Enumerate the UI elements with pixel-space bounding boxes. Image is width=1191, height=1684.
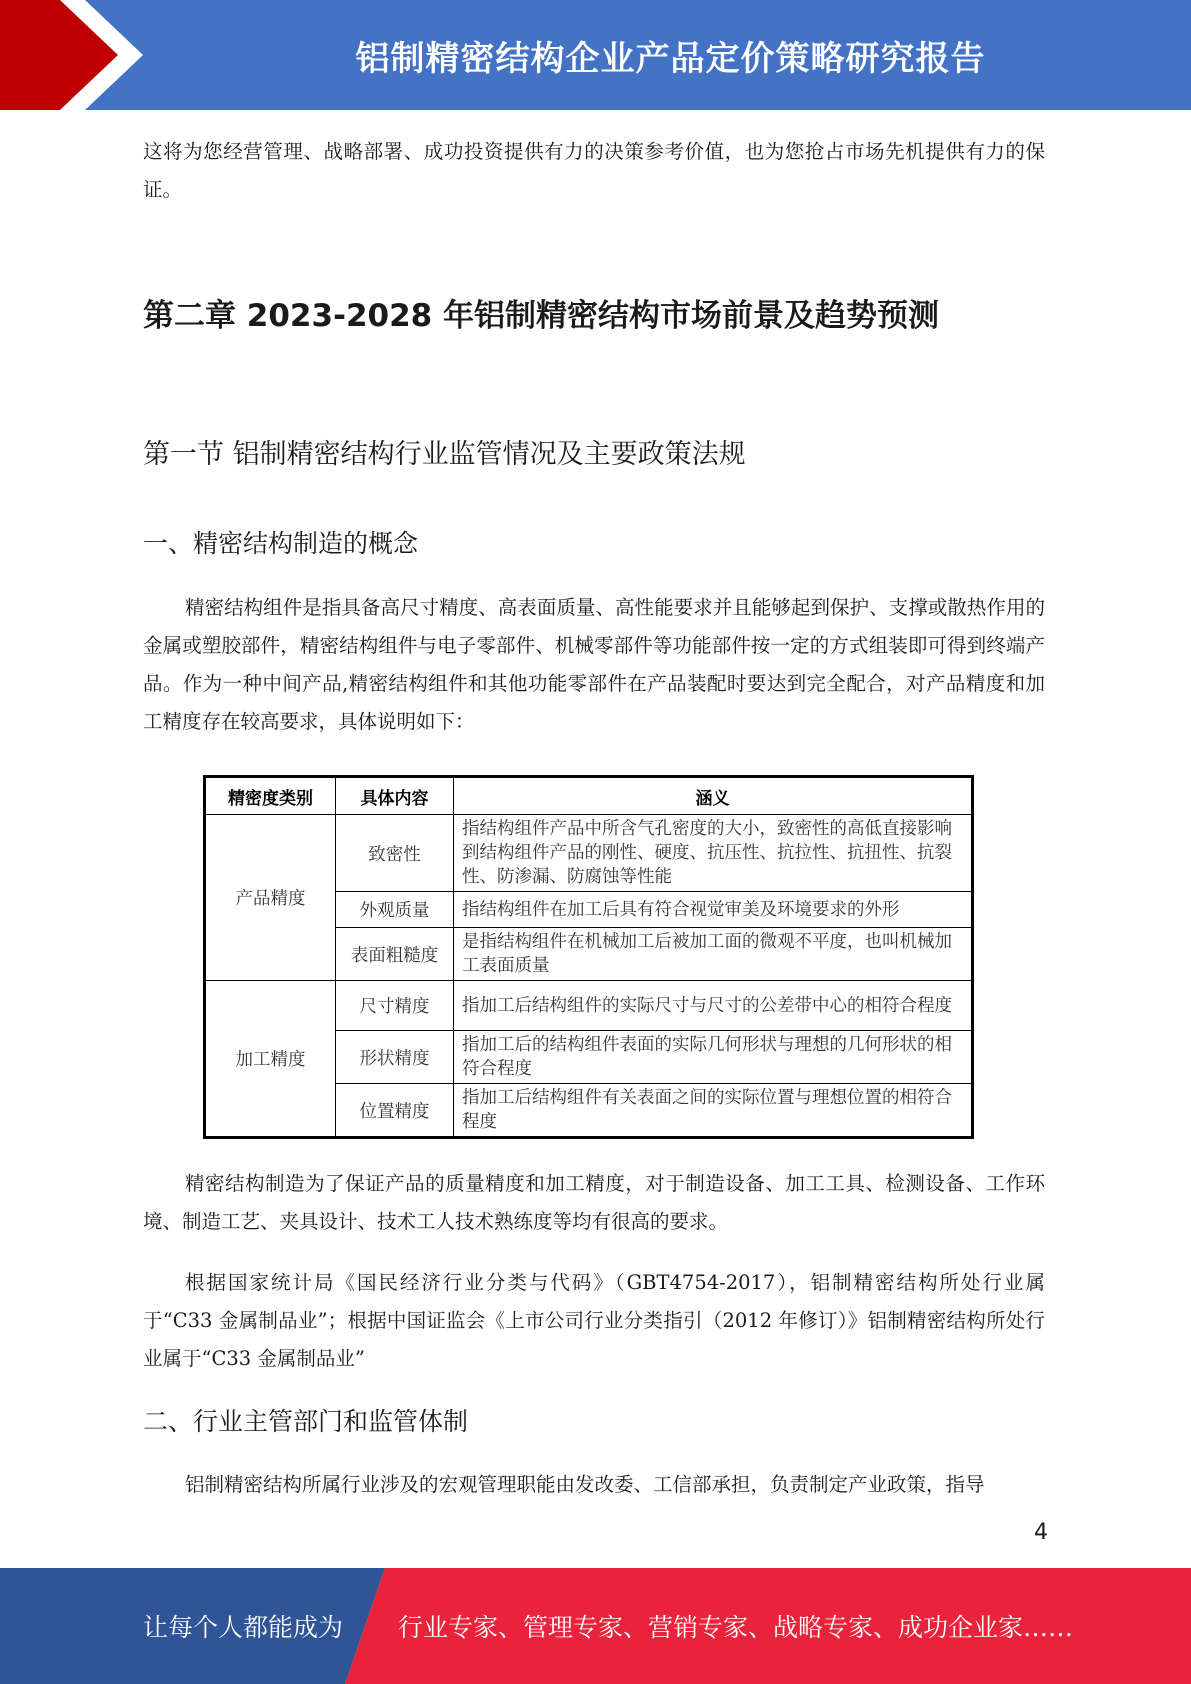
header-arrow-icon: [0, 0, 160, 110]
item-cell: 外观质量: [336, 892, 454, 928]
table-header-row: [205, 777, 973, 815]
meaning-cell: 指结构组件在加工后具有符合视觉审美及环境要求的外形: [454, 892, 973, 928]
subsection-title-regulation: 二、行业主管部门和监管体制: [143, 1407, 469, 1436]
page-footer: [0, 1568, 1191, 1684]
item-cell: 位置精度: [336, 1084, 454, 1138]
category-cell: 加工精度: [205, 981, 336, 1138]
paragraph-regulation: 铝制精密结构所属行业涉及的宏观管理职能由发改委、工信部承担，负责制定产业政策，指导: [185, 1473, 985, 1496]
table-row: [205, 815, 973, 892]
item-cell: 表面粗糙度: [336, 928, 454, 981]
category-cell: 产品精度: [205, 815, 336, 981]
paragraph-definition: 精密结构组件是指具备高尺寸精度、高表面质量、高性能要求并且能够起到保护、支撑或散热作用的金属或塑胶部件，精密结构组件与电子零部件、机械零部件等功能部件按一定的方式组装即可得到终端产品。作为一种中间产品,精密结构组件和其他功能零部件在产品装配时要达到完全配合，对产品精度和加工精度存在较高要求，具体说明如下：: [143, 596, 1045, 733]
meaning-cell: 是指结构组件在机械加工后被加工面的微观不平度，也叫机械加工表面质量: [454, 928, 973, 981]
report-title: 铝制精密结构企业产品定价策略研究报告: [355, 38, 986, 79]
intro-paragraph: 这将为您经营管理、战略部署、成功投资提供有力的决策参考价值，也为您抢占市场先机提供有力的保证。: [143, 140, 1045, 201]
item-cell: 形状精度: [336, 1031, 454, 1084]
table-row: [205, 981, 973, 1031]
paragraph-requirements: 精密结构制造为了保证产品的质量精度和加工精度，对于制造设备、加工工具、检测设备、工作环境、制造工艺、夹具设计、技术工人技术熟练度等均有很高的要求。: [143, 1172, 1045, 1233]
meaning-cell: 指加工后结构组件的实际尺寸与尺寸的公差带中心的相符合程度: [454, 981, 973, 1031]
section-title: 第一节 铝制精密结构行业监管情况及主要政策法规: [143, 439, 746, 470]
chapter-title: 第二章 2023-2028 年铝制精密结构市场前景及趋势预测: [143, 298, 940, 334]
meaning-cell: 指结构组件产品中所含气孔密度的大小，致密性的高低直接影响到结构组件产品的刚性、硬度、抗压性、抗拉性、抗扭性、抗裂性、防渗漏、防腐蚀等性能: [454, 815, 973, 892]
meaning-cell: 指加工后结构组件有关表面之间的实际位置与理想位置的相符合程度: [454, 1084, 973, 1138]
footer-slogan-left: 让每个人都能成为: [143, 1613, 344, 1642]
precision-table: [203, 775, 974, 1139]
table-header-cell: 精密度类别: [205, 777, 336, 815]
page-header: [0, 0, 1191, 110]
item-cell: 尺寸精度: [336, 981, 454, 1031]
meaning-cell: 指加工后的结构组件表面的实际几何形状与理想的几何形状的相符合程度: [454, 1031, 973, 1084]
paragraph-classification: 根据国家统计局《国民经济行业分类与代码》（GBT4754-2017），铝制精密结构所处行业属于“C33 金属制品业”；根据中国证监会《上市公司行业分类指引（2012 年修订）》铝制精密结构所处行业属于“C33 金属制品业”: [143, 1271, 1045, 1370]
page-number: 4: [1034, 1520, 1048, 1545]
subsection-title-concept: 一、精密结构制造的概念: [143, 529, 419, 558]
table-header-cell: 具体内容: [336, 777, 454, 815]
table-header-cell: 涵义: [454, 777, 973, 815]
item-cell: 致密性: [336, 815, 454, 892]
footer-slogan-right: 行业专家、管理专家、营销专家、战略专家、成功企业家……: [398, 1613, 1074, 1642]
